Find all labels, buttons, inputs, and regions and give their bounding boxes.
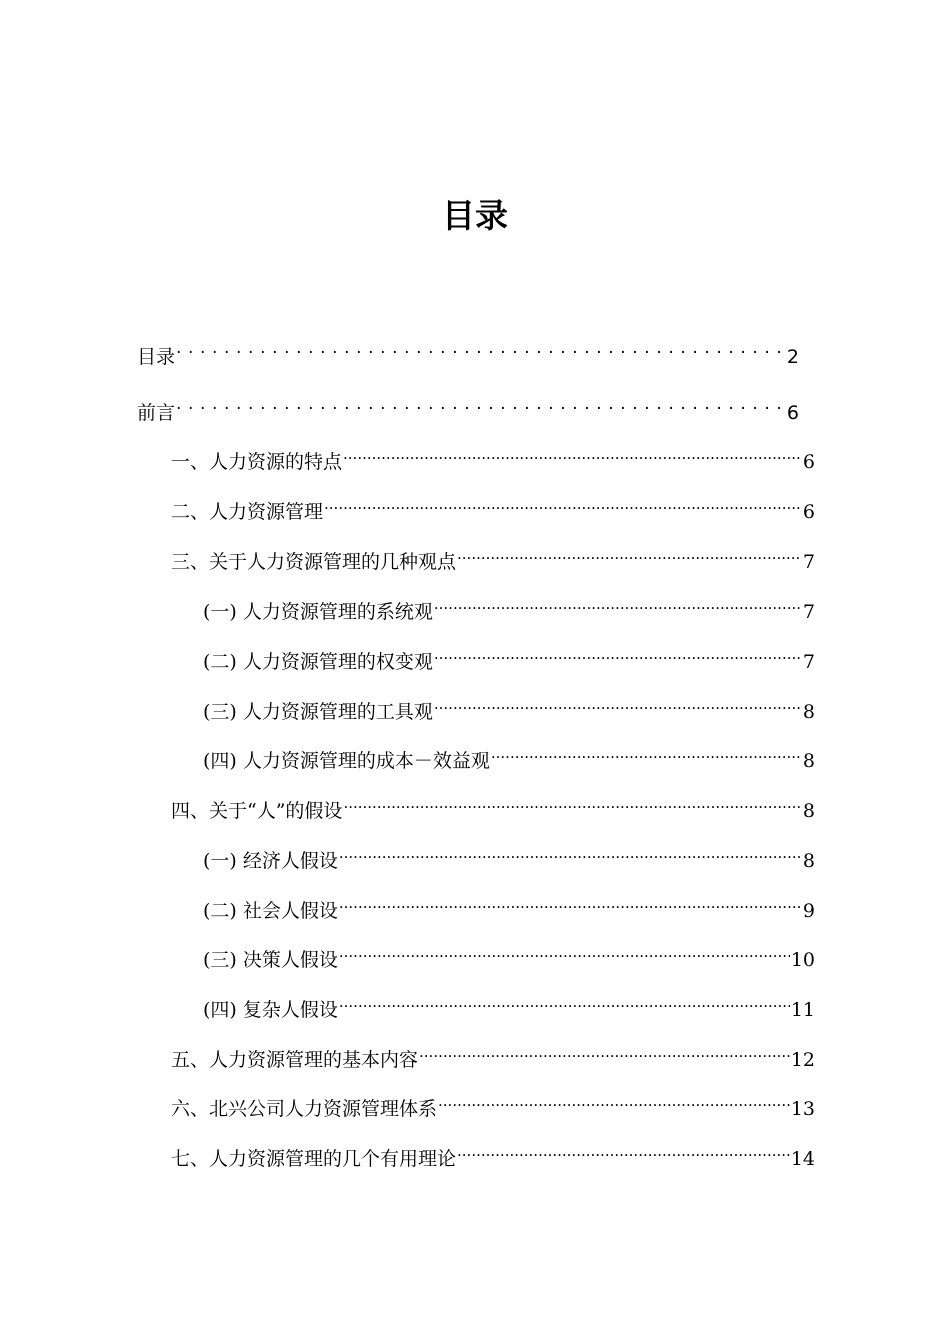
toc-entry-page: 9 [802,900,815,922]
toc-entry-section[interactable] [171,1085,815,1120]
toc-entry-page: 12 [790,1049,815,1071]
toc-entry-page: 8 [802,701,815,723]
page-title: 目录 [442,196,508,235]
toc-entry-label: 五、人力资源管理的基本内容 [171,1049,419,1071]
toc-entry-section[interactable] [171,438,815,473]
dot-leader [438,1085,790,1115]
toc-entry-page: 6 [802,451,815,473]
toc-entry-label: (一) 人力资源管理的系统观 [203,601,433,623]
toc-entry-label: 四、关于“人”的假设 [171,800,343,822]
toc-entry-section[interactable] [171,1036,815,1071]
dot-leader [457,1135,790,1165]
dot-leader [339,986,790,1016]
dot-leader [176,389,786,419]
toc-entry-page: 11 [790,999,815,1021]
dot-leader [434,688,802,718]
dot-leader [343,438,802,468]
toc-entry-page: 7 [802,551,815,573]
toc-entry-section[interactable] [171,538,815,573]
dot-leader [343,787,801,817]
toc-entry-section[interactable] [171,1135,815,1170]
toc-entry-subsection[interactable] [203,887,815,922]
dot-leader [339,887,802,917]
dot-leader [176,333,786,363]
toc-entry-subsection[interactable] [203,837,815,872]
toc-entry-page: 8 [802,800,815,822]
dot-leader [491,737,802,767]
toc-entry-subsection[interactable] [203,688,815,723]
toc-entry-subsection[interactable] [203,986,815,1021]
toc-entry-label: (二) 社会人假设 [203,900,338,922]
toc-entry-page: 10 [790,949,815,971]
toc-entry-page: 7 [802,651,815,673]
dot-leader [339,837,802,867]
toc-entry-section[interactable] [171,787,815,822]
toc-entry-subsection[interactable] [203,588,815,623]
toc-entry-page: 7 [802,601,815,623]
dot-leader [339,936,790,966]
toc-entry-section[interactable] [171,488,815,523]
dot-leader [434,638,802,668]
toc-entry-page: 8 [802,850,815,872]
toc-entry-preface[interactable] [137,389,799,424]
toc-entry-label: 一、人力资源的特点 [171,451,343,473]
toc-entry-page: 8 [802,750,815,772]
toc-entry-subsection[interactable] [203,737,815,772]
toc-entry-label: 目录 [137,346,176,368]
toc-entry-page: 6 [802,501,815,523]
dot-leader [419,1036,790,1066]
dot-leader [434,588,802,618]
toc-entry-label: 七、人力资源管理的几个有用理论 [171,1148,457,1170]
toc-entry-label: (四) 人力资源管理的成本－效益观 [203,750,490,772]
toc-entry-label: 六、北兴公司人力资源管理体系 [171,1098,438,1120]
dot-leader [324,488,802,518]
toc-entry-page: 2 [786,346,799,368]
toc-entry-label: (四) 复杂人假设 [203,999,338,1021]
toc-entry-page: 13 [790,1098,815,1120]
toc-entry-label: (三) 决策人假设 [203,949,338,971]
toc-entry-label: 三、关于人力资源管理的几种观点 [171,551,457,573]
toc-entry-label: 二、人力资源管理 [171,501,324,523]
toc-entry-page: 14 [790,1148,815,1170]
toc-entry-label: (一) 经济人假设 [203,850,338,872]
dot-leader [457,538,802,568]
toc-entry-contents[interactable] [137,333,799,368]
toc-entry-label: (三) 人力资源管理的工具观 [203,701,433,723]
toc-entry-subsection[interactable] [203,638,815,673]
toc-entry-label: (二) 人力资源管理的权变观 [203,651,433,673]
toc-entry-subsection[interactable] [203,936,815,971]
toc-entry-label: 前言 [137,402,176,424]
toc-entry-page: 6 [786,402,799,424]
